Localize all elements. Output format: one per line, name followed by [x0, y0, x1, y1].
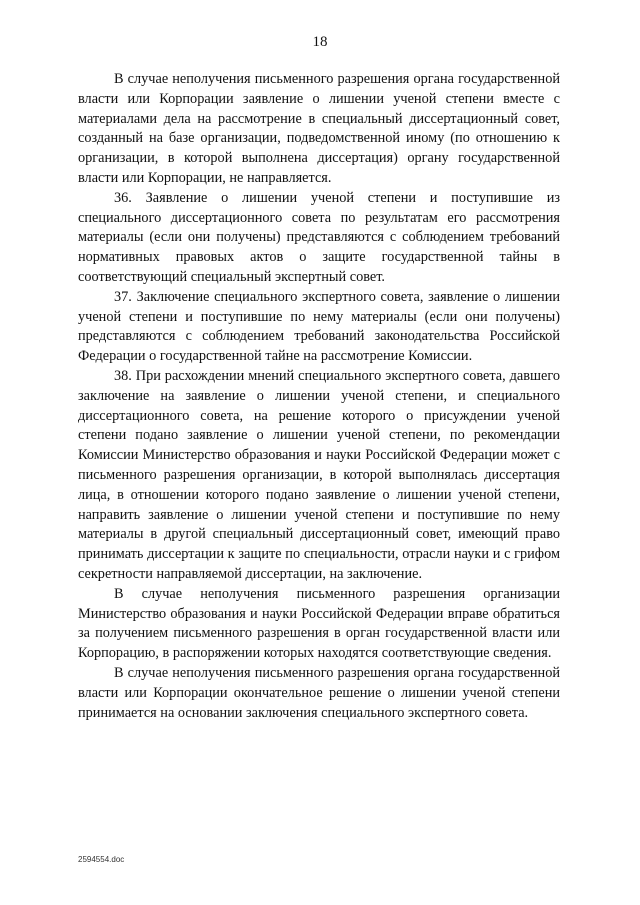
- paragraph: 38. При расхождении мнений специального экспертного совета, давшего заключение на заявление о лишении ученой степени, и специального диссертационного совета, на решение которого о присуждении ученой степени подано заявление о лишении ученой степени, по рекомендации Комиссии Министерство образования и науки Российской Федерации может с письменного разрешения организации, в которой выполнялась диссертация лица, в отношении которого подано заявление о лишении ученой степени, направить заявление о лишении ученой степени и поступившие по нему материалы в другой специальный диссертационный совет, имеющий право принимать диссертации к защите по специальности, отрасли науки и с грифом секретности направляемой диссертации, на заключение.: [78, 367, 560, 582]
- paragraph: В случае неполучения письменного разрешения организации Министерство образования и науки Российской Федерации вправе обратиться за получением письменного разрешения в орган государственной власти или Корпорацию, в распоряжении которых находятся соответствующие сведения.: [78, 585, 560, 662]
- paragraph: В случае неполучения письменного разрешения органа государственной власти или Корпорации окончательное решение о лишении ученой степени принимается на основании заключения специального экспертного совета.: [78, 664, 560, 721]
- paragraph: 36. Заявление о лишении ученой степени и поступившие из специального диссертационного совета по результатам его рассмотрения материалы (если они получены) представляются с соблюдением требований нормативных правовых актов о защите государственной тайны в соответствующий специальный экспертный совет.: [78, 189, 560, 285]
- page-number: 18: [312, 34, 328, 50]
- document-body: [78, 70, 560, 723]
- footer-filename: 2594554.doc: [78, 855, 125, 864]
- paragraph: В случае неполучения письменного разрешения органа государственной власти или Корпорации заявление о лишении ученой степени вместе с материалами дела на рассмотрение в специальный диссертационный совет, созданный на базе организации, подведомственной иному (по отношению к организации, в которой выполнена диссертация) органу государственной власти или Корпорации, не направляется.: [78, 71, 560, 186]
- paragraph: 37. Заключение специального экспертного совета, заявление о лишении ученой степени и поступившие по нему материалы (если они получены) представляются с соблюдением требований законодательства Российской Федерации о государственной тайне на рассмотрение Комиссии.: [78, 288, 560, 365]
